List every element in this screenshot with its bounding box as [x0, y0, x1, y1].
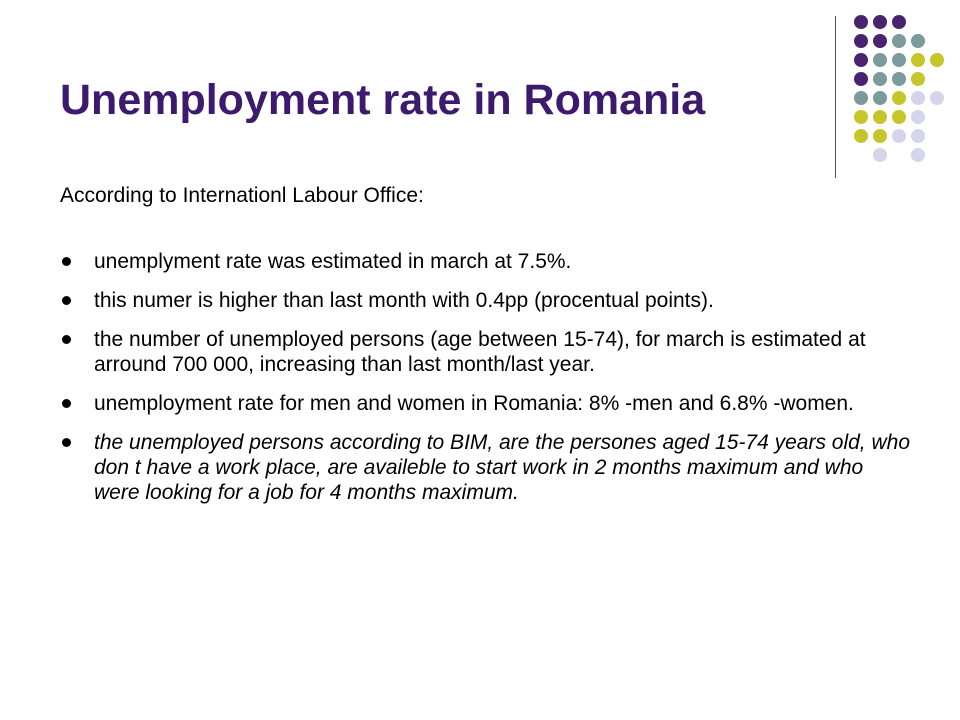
bullet-item — [60, 430, 910, 505]
bullet-dot-icon — [62, 335, 71, 344]
decorative-dot — [873, 15, 887, 29]
bullet-item — [60, 249, 910, 274]
decorative-dot — [892, 129, 906, 143]
decorative-dot — [854, 110, 868, 124]
intro-text: According to Internationl Labour Office: — [60, 184, 424, 207]
decorative-dot — [873, 53, 887, 67]
decorative-dot — [892, 91, 906, 105]
decorative-dot — [911, 110, 925, 124]
decorative-dot — [854, 15, 868, 29]
bullet-text: the number of unemployed persons (age between 15-74), for march is estimated at arround 700 000, increasing than last month/last year. — [94, 328, 866, 376]
decorative-dot — [873, 129, 887, 143]
decorative-dot — [911, 148, 925, 162]
decorative-dot — [873, 110, 887, 124]
bullet-dot-icon — [62, 399, 71, 408]
bullet-item — [60, 288, 910, 313]
bullet-dot-icon — [62, 438, 71, 447]
decorative-dot — [854, 72, 868, 86]
bullet-text: the unemployed persons according to BIM, are the persones aged 15-74 years old, who don t have a work place, are availeble to start work in 2 months maximum and who were looking for a job for 4 months maximum. — [94, 431, 910, 504]
bullet-item — [60, 391, 910, 416]
decorative-dot — [854, 53, 868, 67]
bullet-dot-icon — [62, 257, 71, 266]
bullet-item — [60, 327, 910, 377]
slide-title: Unemployment rate in Romania — [60, 76, 706, 124]
bullet-text: unemplyment rate was estimated in march at 7.5%. — [94, 250, 572, 273]
decorative-dot — [911, 91, 925, 105]
decorative-dot — [873, 148, 887, 162]
decorative-dot — [930, 53, 944, 67]
bullet-text: this numer is higher than last month with 0.4pp (procentual points). — [94, 289, 714, 312]
decorative-dot — [873, 72, 887, 86]
decorative-dot — [892, 110, 906, 124]
decorative-dot — [892, 72, 906, 86]
decorative-dot — [873, 91, 887, 105]
decorative-dot — [911, 129, 925, 143]
decorative-dot — [911, 34, 925, 48]
decorative-dot — [854, 34, 868, 48]
decorative-dot — [892, 53, 906, 67]
bullet-text: unemployment rate for men and women in Romania: 8% -men and 6.8% -women. — [94, 392, 854, 415]
decorative-dot — [873, 34, 887, 48]
bullet-list — [60, 249, 910, 519]
decorative-dot — [892, 34, 906, 48]
decorative-dot — [930, 91, 944, 105]
decorative-dot — [854, 91, 868, 105]
decorative-dot — [854, 129, 868, 143]
decorative-dot — [892, 15, 906, 29]
decorative-dot — [911, 53, 925, 67]
decorative-dot — [911, 72, 925, 86]
bullet-dot-icon — [62, 296, 71, 305]
decorative-divider — [835, 16, 836, 178]
